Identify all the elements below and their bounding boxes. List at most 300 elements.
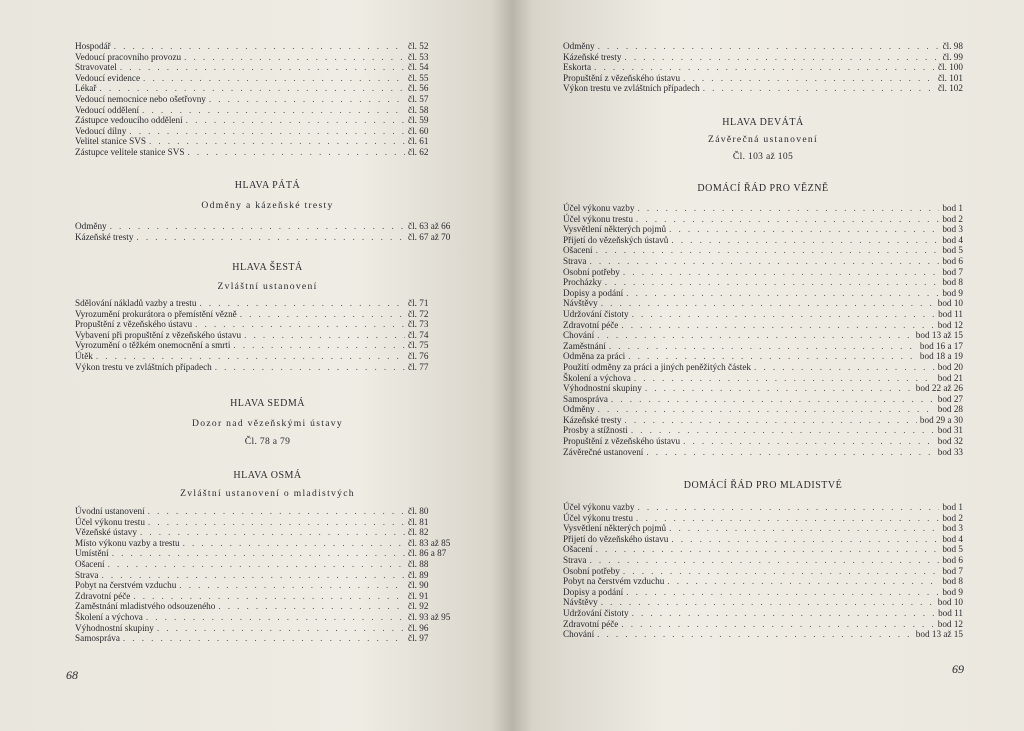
toc-entry	[75, 115, 460, 126]
heading-hlava-osma: HLAVA OSMÁ	[233, 470, 302, 481]
dot-leader	[244, 330, 405, 341]
toc-entry-reference: čl. 73	[408, 319, 429, 330]
toc-entry	[75, 580, 460, 591]
toc-entry-label: Vedoucí evidence	[75, 72, 141, 83]
dot-leader	[703, 83, 935, 94]
dot-leader	[667, 576, 939, 587]
dot-leader	[645, 383, 913, 394]
toc-entry	[563, 341, 963, 352]
dot-leader	[597, 330, 913, 341]
toc-entry-reference: bod 3	[942, 523, 963, 534]
dot-leader	[215, 362, 405, 373]
dot-leader	[623, 566, 939, 577]
toc-entry	[75, 41, 460, 52]
toc-entry-label: Zdravotní péče	[75, 590, 131, 601]
toc-entry	[563, 597, 963, 608]
dot-leader	[133, 591, 405, 602]
toc-entry	[75, 591, 460, 602]
toc-entry-reference: bod 9	[942, 586, 963, 597]
subheading-zvlastni-ustanoveni: Zvláštní ustanovení	[217, 281, 318, 292]
toc-entry-reference: bod 27	[937, 393, 963, 404]
toc-entry	[563, 267, 963, 278]
toc-entry-reference: bod 21	[937, 372, 963, 383]
dot-leader	[183, 538, 405, 549]
dot-leader	[611, 394, 935, 405]
toc-entry-label: Kázeňské tresty	[75, 231, 134, 242]
toc-entry-label: Umístění	[75, 548, 109, 559]
subheading-odmeny-a-kazenske-tresty: Odměny a kázeňské tresty	[201, 200, 334, 211]
dot-leader	[129, 126, 405, 137]
toc-entry-reference: bod 31	[937, 425, 963, 436]
dot-leader	[609, 341, 917, 352]
toc-entry	[563, 83, 963, 94]
dot-leader	[626, 288, 939, 299]
dot-leader	[143, 73, 405, 84]
dot-leader	[671, 534, 939, 545]
toc-entry	[563, 513, 963, 524]
dot-leader	[140, 527, 405, 538]
toc-entry-reference: čl. 63 až 66	[408, 221, 451, 231]
toc-entry-label: Pobyt na čerstvém vzduchu	[75, 580, 177, 591]
toc-entry-label: Vysvětlení některých pojmů	[563, 523, 667, 534]
toc-entry	[563, 523, 963, 534]
toc-entry-reference: čl. 60	[408, 125, 429, 136]
toc-entry-label: Vězeňské ústavy	[75, 527, 137, 538]
dot-leader	[624, 52, 939, 63]
dot-leader	[637, 502, 939, 513]
toc-entry-reference: čl. 57	[408, 93, 429, 104]
toc-entry-label: Dopisy a podání	[563, 287, 624, 298]
toc-entry-reference: čl. 93 až 95	[408, 611, 451, 622]
toc-entry-reference: čl. 92	[408, 601, 429, 612]
toc-entry-reference: bod 9	[942, 287, 963, 298]
toc-entry	[563, 330, 963, 341]
dot-leader	[754, 362, 935, 373]
toc-entry-reference: čl. 97	[408, 633, 429, 644]
toc-entry-reference: bod 7	[942, 266, 963, 277]
toc-entry-label: Kázeňské tresty	[563, 414, 622, 425]
toc-entry	[75, 319, 460, 330]
dot-leader	[120, 62, 405, 73]
toc-entry	[75, 52, 460, 63]
dot-leader	[597, 629, 913, 640]
toc-entry-label: Stravovatel	[75, 62, 117, 73]
toc-entry	[75, 73, 460, 84]
toc-entry-label: Účel výkonu trestu	[563, 512, 633, 523]
toc-entry-label: Prosby a stížnosti	[563, 425, 628, 436]
toc-entry-label: Vedoucí nemocnice nebo ošetřovny	[75, 93, 206, 104]
toc-entry-reference: bod 29 a 30	[919, 414, 963, 425]
subheading-dozor-nad-veznskymi-ustavy: Dozor nad vězeňskými ústavy	[192, 418, 343, 429]
dot-leader	[589, 256, 939, 267]
dot-leader	[669, 224, 939, 235]
toc-entry	[563, 566, 963, 577]
toc-entry-label: Zaměstnání	[563, 340, 606, 351]
toc-entry-reference: čl. 56	[408, 83, 429, 94]
heading-domaci-rad-pro-vezne: DOMÁCÍ ŘÁD PRO VĚZNĚ	[697, 183, 829, 194]
toc-entry-label: Účel výkonu trestu	[75, 516, 145, 527]
dot-leader	[598, 41, 940, 52]
toc-entry-reference: čl. 90	[408, 580, 429, 591]
toc-entry-label: Udržování čistoty	[563, 607, 629, 618]
toc-entry-label: Velitel stanice SVS	[75, 136, 146, 147]
toc-entry-label: Zaměstnání mladistvého odsouzeného	[75, 601, 216, 612]
toc-entry	[563, 309, 963, 320]
dot-leader	[605, 277, 940, 288]
toc-entry	[563, 436, 963, 447]
toc-entry-reference: čl. 82	[408, 527, 429, 538]
toc-entry-label: Vedoucí dílny	[75, 125, 127, 136]
toc-entry-reference: čl. 102	[937, 83, 963, 94]
toc-entry-reference: čl. 96	[408, 622, 429, 633]
dot-leader	[209, 94, 405, 105]
toc-entry	[75, 612, 460, 623]
toc-entry-reference: bod 11	[938, 308, 963, 319]
dot-leader	[96, 351, 405, 362]
toc-entry-reference: bod 12	[937, 319, 963, 330]
toc-entry	[563, 214, 963, 225]
toc-entry	[563, 555, 963, 566]
toc-entry-label: Vyrozumění o těžkém onemocnění a smrti	[75, 340, 231, 351]
toc-entry-reference: bod 4	[942, 533, 963, 544]
toc-entry-label: Útěk	[75, 350, 93, 361]
toc-entry-reference: bod 28	[937, 404, 963, 415]
toc-entry-label: Místo výkonu vazby a trestu	[75, 537, 180, 548]
toc-entry	[75, 633, 460, 644]
toc-entry	[75, 298, 460, 309]
toc-entry-label: Použití odměny za práci a jiných peněžitých částek	[563, 361, 752, 372]
toc-entry-reference: bod 4	[942, 234, 963, 245]
dot-leader	[623, 267, 939, 278]
toc-entry	[563, 277, 963, 288]
dot-leader	[142, 105, 405, 116]
toc-entry-reference: čl. 61	[408, 136, 429, 147]
toc-entry	[75, 559, 460, 570]
toc-entry-label: Sdělování nákladů vazby a trestu	[75, 298, 197, 308]
dot-leader	[110, 221, 405, 232]
toc-entry-reference: čl. 72	[408, 308, 429, 319]
toc-entry-reference: čl. 52	[408, 41, 429, 51]
dot-leader	[634, 373, 935, 384]
toc-entry	[75, 517, 460, 528]
toc-entry-label: Výhodnostní skupiny	[563, 383, 642, 394]
dot-leader	[637, 203, 939, 214]
toc-entry-reference: čl. 91	[408, 590, 429, 601]
toc-entry-reference: čl. 58	[408, 104, 429, 115]
toc-entry-reference: bod 8	[942, 277, 963, 288]
toc-entry-label: Návštěvy	[563, 597, 598, 608]
toc-entry-label: Odměny	[75, 221, 107, 231]
toc-entry-reference: bod 6	[942, 554, 963, 565]
dot-leader	[683, 73, 935, 84]
toc-entry-reference: čl. 101	[937, 72, 963, 83]
dot-leader	[148, 506, 405, 517]
toc-block-hlava-osma	[75, 506, 460, 644]
dot-leader	[218, 601, 405, 612]
dot-leader	[636, 214, 939, 225]
toc-entry	[75, 623, 460, 634]
toc-entry-label: Výhodnostní skupiny	[75, 622, 154, 633]
heading-hlava-sesta: HLAVA ŠESTÁ	[232, 262, 303, 273]
toc-entry-label: Přijetí do vězeňských ústavů	[563, 234, 669, 245]
dot-leader	[199, 298, 405, 309]
toc-entry-label: Ošacení	[75, 558, 105, 569]
toc-entry-label: Vedoucí pracovního provozu	[75, 51, 182, 62]
toc-entry-label: Hospodář	[75, 41, 111, 51]
toc-entry-label: Lékař	[75, 83, 97, 94]
toc-entry	[563, 41, 963, 52]
toc-entry	[563, 73, 963, 84]
toc-entry-reference: čl. 81	[408, 516, 429, 527]
toc-entry-reference: bod 10	[937, 298, 963, 309]
toc-entry-reference: bod 7	[942, 565, 963, 576]
dot-leader	[601, 597, 935, 608]
toc-entry-label: Úvodní ustanovení	[75, 506, 145, 516]
toc-entry	[563, 298, 963, 309]
subheading-zvlastni-ustanoveni-o-mladistvych: Zvláštní ustanovení o mladistvých	[180, 488, 355, 499]
dot-leader	[108, 559, 405, 570]
toc-entry	[563, 608, 963, 619]
toc-entry-reference: čl. 100	[937, 62, 963, 73]
dot-leader	[628, 351, 917, 362]
toc-entry-reference: bod 22 až 26	[915, 383, 963, 394]
toc-entry	[75, 126, 460, 137]
toc-entry-label: Dopisy a podání	[563, 586, 624, 597]
toc-entry-label: Samospráva	[563, 393, 608, 404]
toc-entry-label: Školení a výchova	[75, 611, 143, 622]
page-number-right: 69	[952, 662, 964, 676]
heading-hlava-pata: HLAVA PÁTÁ	[234, 180, 301, 191]
toc-entry	[75, 94, 460, 105]
dot-leader	[233, 340, 405, 351]
toc-entry	[563, 404, 963, 415]
toc-entry-label: Chování	[563, 330, 595, 341]
toc-entry-reference: bod 13 až 15	[915, 629, 963, 640]
toc-entry	[75, 548, 460, 559]
toc-entry-reference: bod 33	[937, 446, 963, 457]
dot-leader	[187, 147, 405, 158]
toc-entry-label: Školení a výchova	[563, 372, 631, 383]
toc-entry-reference: bod 6	[942, 255, 963, 266]
toc-entry-reference: bod 18 a 19	[919, 351, 963, 362]
toc-entry	[563, 224, 963, 235]
dot-leader	[598, 404, 935, 415]
toc-entry	[75, 351, 460, 362]
toc-entry	[563, 383, 963, 394]
dot-leader	[112, 548, 405, 559]
toc-entry-reference: čl. 80	[408, 506, 429, 516]
dot-leader	[621, 619, 934, 630]
heading-hlava-sedma: HLAVA SEDMÁ	[230, 398, 305, 409]
toc-entry	[563, 362, 963, 373]
toc-entry-reference: čl. 53	[408, 51, 429, 62]
toc-entry	[563, 235, 963, 246]
toc-block-top-right	[563, 41, 963, 94]
dot-leader	[669, 523, 939, 534]
subheading-zaverecna-ustanoveni: Závěrečná ustanovení	[708, 134, 818, 145]
toc-entry-reference: čl. 89	[408, 569, 429, 580]
toc-block-hlava-pata	[75, 221, 460, 242]
toc-entry-reference: čl. 75	[408, 340, 429, 351]
dot-leader	[624, 415, 916, 426]
toc-entry-reference: čl. 77	[408, 361, 429, 372]
toc-entry	[563, 245, 963, 256]
toc-entry	[563, 502, 963, 513]
toc-entry	[75, 538, 460, 549]
toc-entry-label: Odměny	[563, 404, 595, 415]
toc-entry	[563, 415, 963, 426]
dot-leader	[157, 623, 405, 634]
dot-leader	[101, 570, 405, 581]
dot-leader	[148, 517, 405, 528]
dot-leader	[594, 62, 935, 73]
toc-entry	[75, 506, 460, 517]
toc-entry-reference: bod 1	[942, 502, 963, 512]
range-hlava-devata: Čl. 103 až 105	[732, 151, 794, 162]
toc-entry	[75, 62, 460, 73]
toc-entry-reference: čl. 74	[408, 329, 429, 340]
toc-entry-label: Pobyt na čerstvém vzduchu	[563, 576, 665, 587]
toc-entry-reference: čl. 83 až 85	[408, 537, 451, 548]
toc-entry-label: Ošacení	[563, 245, 593, 256]
toc-entry	[75, 83, 460, 94]
toc-entry-label: Vysvětlení některých pojmů	[563, 224, 667, 235]
toc-entry	[563, 373, 963, 384]
heading-hlava-devata: HLAVA DEVÁTÁ	[722, 117, 804, 128]
toc-entry-reference: bod 2	[942, 213, 963, 224]
dot-leader	[240, 309, 405, 320]
dot-leader	[596, 245, 940, 256]
toc-block-top-left	[75, 41, 460, 158]
toc-entry-label: Účel výkonu trestu	[563, 213, 633, 224]
toc-entry-reference: čl. 55	[408, 72, 429, 83]
toc-entry-label: Kázeňské tresty	[563, 51, 622, 62]
toc-entry-label: Ošacení	[563, 544, 593, 555]
dot-leader	[186, 115, 405, 126]
toc-entry	[75, 105, 460, 116]
toc-entry	[75, 232, 460, 243]
toc-entry-label: Propuštění z vězeňského ústavu	[563, 72, 681, 83]
toc-entry	[75, 147, 460, 158]
dot-leader	[589, 555, 939, 566]
toc-entry-label: Odměny	[563, 41, 595, 51]
toc-entry-label: Propuštění z vězeňského ústavu	[75, 319, 193, 330]
toc-entry-label: Zdravotní péče	[563, 319, 619, 330]
dot-leader	[632, 309, 935, 320]
toc-entry	[75, 136, 460, 147]
toc-block-domaci-rad-mladistve	[563, 502, 963, 640]
dot-leader	[632, 608, 935, 619]
dot-leader	[621, 320, 934, 331]
toc-entry-reference: bod 32	[937, 436, 963, 447]
toc-entry-label: Strava	[75, 569, 99, 580]
toc-entry	[563, 425, 963, 436]
dot-leader	[671, 235, 939, 246]
toc-entry-reference: čl. 54	[408, 62, 429, 73]
toc-entry	[75, 527, 460, 538]
toc-entry-reference: bod 1	[942, 203, 963, 213]
toc-entry-reference: bod 3	[942, 224, 963, 235]
dot-leader	[683, 436, 935, 447]
toc-entry	[563, 320, 963, 331]
toc-entry-label: Závěrečné ustanovení	[563, 446, 644, 457]
toc-entry-reference: čl. 76	[408, 350, 429, 361]
toc-entry	[75, 221, 460, 232]
dot-leader	[184, 52, 405, 63]
dot-leader	[146, 612, 405, 623]
toc-entry-label: Návštěvy	[563, 298, 598, 309]
toc-entry	[563, 62, 963, 73]
dot-leader	[123, 633, 405, 644]
toc-entry-label: Vedoucí oddělení	[75, 104, 140, 115]
toc-entry-label: Zdravotní péče	[563, 618, 619, 629]
toc-entry-reference: bod 10	[937, 597, 963, 608]
toc-entry-reference: čl. 88	[408, 558, 429, 569]
toc-entry-label: Chování	[563, 629, 595, 640]
toc-entry-label: Procházky	[563, 277, 602, 288]
heading-domaci-rad-pro-mladistve: DOMÁCÍ ŘÁD PRO MLADISTVÉ	[683, 480, 843, 491]
dot-leader	[136, 232, 405, 243]
toc-entry-reference: čl. 86 a 87	[408, 548, 447, 559]
toc-entry	[75, 330, 460, 341]
toc-entry-reference: čl. 67 až 70	[408, 231, 451, 242]
toc-entry-label: Osobní potřeby	[563, 266, 620, 277]
toc-entry	[75, 601, 460, 612]
toc-block-hlava-sesta	[75, 298, 460, 372]
toc-entry-reference: čl. 98	[942, 41, 963, 51]
dot-leader	[114, 41, 405, 52]
dot-leader	[601, 298, 935, 309]
dot-leader	[631, 425, 935, 436]
toc-entry-reference: bod 20	[937, 361, 963, 372]
toc-entry	[75, 309, 460, 320]
toc-entry-label: Eskorta	[563, 62, 592, 73]
toc-entry-label: Odměna za práci	[563, 351, 626, 362]
toc-entry	[563, 587, 963, 598]
toc-entry-reference: bod 8	[942, 576, 963, 587]
toc-entry	[563, 288, 963, 299]
dot-leader	[596, 544, 940, 555]
toc-entry	[563, 394, 963, 405]
toc-entry	[563, 544, 963, 555]
toc-entry-label: Zástupce vedoucího oddělení	[75, 115, 183, 126]
range-hlava-sedma: Čl. 78 a 79	[244, 436, 291, 447]
dot-leader	[149, 136, 405, 147]
toc-entry-label: Účel výkonu vazby	[563, 203, 635, 213]
dot-leader	[636, 513, 939, 524]
toc-entry	[75, 340, 460, 351]
toc-entry-label: Vybavení při propuštění z vězeňského ústavu	[75, 329, 242, 340]
dot-leader	[195, 319, 405, 330]
toc-entry-label: Samospráva	[75, 633, 120, 644]
toc-entry-label: Účel výkonu vazby	[563, 502, 635, 512]
toc-entry-label: Osobní potřeby	[563, 565, 620, 576]
toc-entry-reference: čl. 99	[942, 51, 963, 62]
toc-entry	[563, 256, 963, 267]
toc-entry	[75, 362, 460, 373]
toc-entry-label: Strava	[563, 255, 587, 266]
toc-entry-label: Výkon trestu ve zvláštních případech	[75, 361, 212, 372]
toc-block-domaci-rad-vezne	[563, 203, 963, 457]
toc-entry-reference: bod 16 a 17	[919, 340, 963, 351]
toc-entry-reference: čl. 59	[408, 115, 429, 126]
toc-entry	[563, 629, 963, 640]
toc-entry-label: Výkon trestu ve zvláštních případech	[563, 83, 700, 94]
toc-entry-reference: bod 13 až 15	[915, 330, 963, 341]
dot-leader	[179, 580, 405, 591]
toc-entry-reference: čl. 62	[408, 146, 429, 157]
toc-entry-label: Strava	[563, 554, 587, 565]
